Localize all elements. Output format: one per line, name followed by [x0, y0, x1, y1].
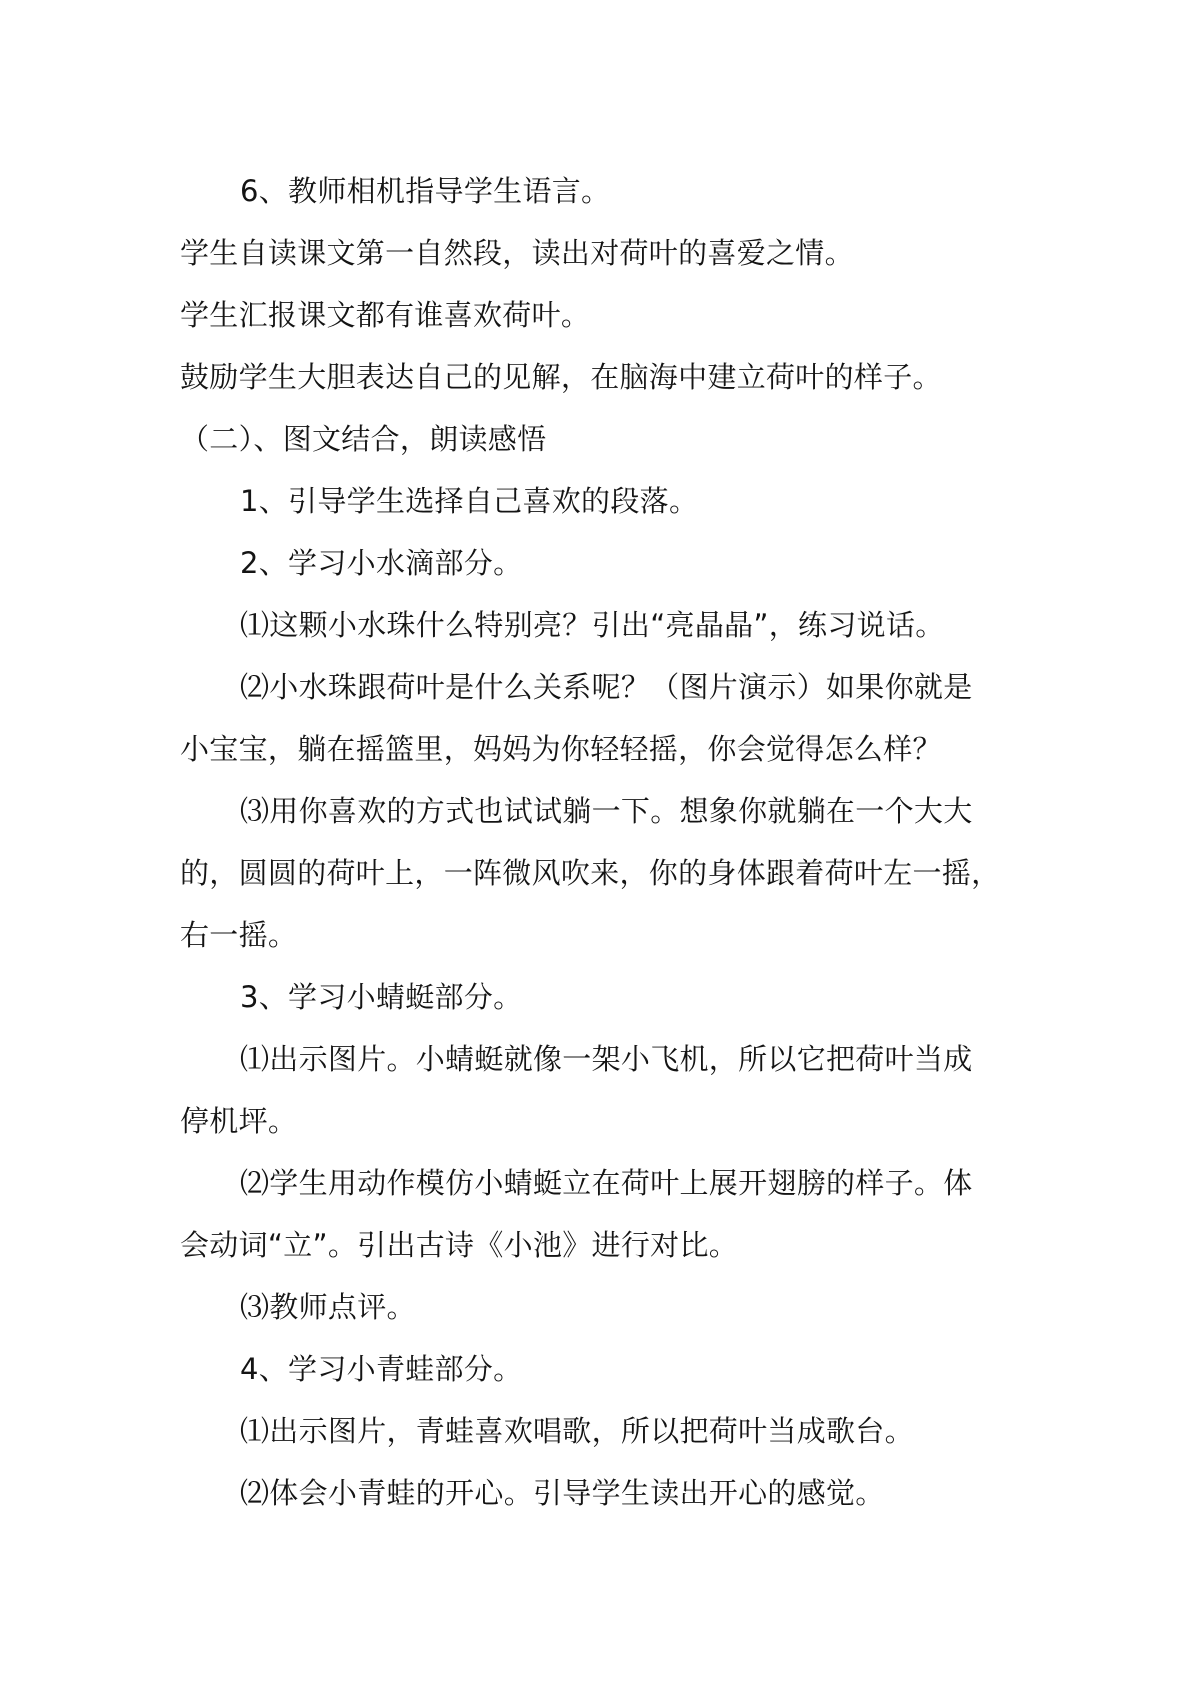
paragraph-line: ⑴出示图片。小蜻蜓就像一架小飞机，所以它把荷叶当成: [240, 1042, 973, 1076]
paragraph-line: ⑴这颗小水珠什么特别亮？引出“亮晶晶”，练习说话。: [240, 608, 945, 642]
paragraph-line: 6、教师相机指导学生语言。: [240, 174, 611, 208]
paragraph-line: 1、引导学生选择自己喜欢的段落。: [240, 484, 699, 518]
paragraph-line: 2、学习小水滴部分。: [240, 546, 523, 580]
paragraph-line: 停机坪。: [180, 1104, 298, 1138]
paragraph-line: 右一摇。: [180, 918, 298, 952]
paragraph-line: 小宝宝，躺在摇篮里，妈妈为你轻轻摇，你会觉得怎么样？: [180, 732, 942, 766]
paragraph-line: ⑵体会小青蛙的开心。引导学生读出开心的感觉。: [240, 1476, 885, 1510]
paragraph-line: 3、学习小蜻蜓部分。: [240, 980, 523, 1014]
paragraph-line: ⑴出示图片，青蛙喜欢唱歌，所以把荷叶当成歌台。: [240, 1414, 914, 1448]
section-heading: （二）、图文结合，朗读感悟: [180, 422, 547, 456]
paragraph-line: 鼓励学生大胆表达自己的见解，在脑海中建立荷叶的样子。: [180, 360, 942, 394]
paragraph-line: ⑵小水珠跟荷叶是什么关系呢？（图片演示）如果你就是: [240, 670, 973, 704]
paragraph-line: ⑶教师点评。: [240, 1290, 416, 1324]
paragraph-line: 学生汇报课文都有谁喜欢荷叶。: [180, 298, 591, 332]
document-body: [180, 160, 1040, 1524]
paragraph-line: 4、学习小青蛙部分。: [240, 1352, 523, 1386]
paragraph-line: ⑶用你喜欢的方式也试试躺一下。想象你就躺在一个大大: [240, 794, 973, 828]
paragraph-line: ⑵学生用动作模仿小蜻蜓立在荷叶上展开翅膀的样子。体: [240, 1166, 973, 1200]
paragraph-line: 的，圆圆的荷叶上，一阵微风吹来，你的身体跟着荷叶左一摇，: [180, 856, 1001, 890]
paragraph-line: 会动词“立”。引出古诗《小池》进行对比。: [180, 1228, 739, 1262]
paragraph-line: 学生自读课文第一自然段，读出对荷叶的喜爱之情。: [180, 236, 854, 270]
